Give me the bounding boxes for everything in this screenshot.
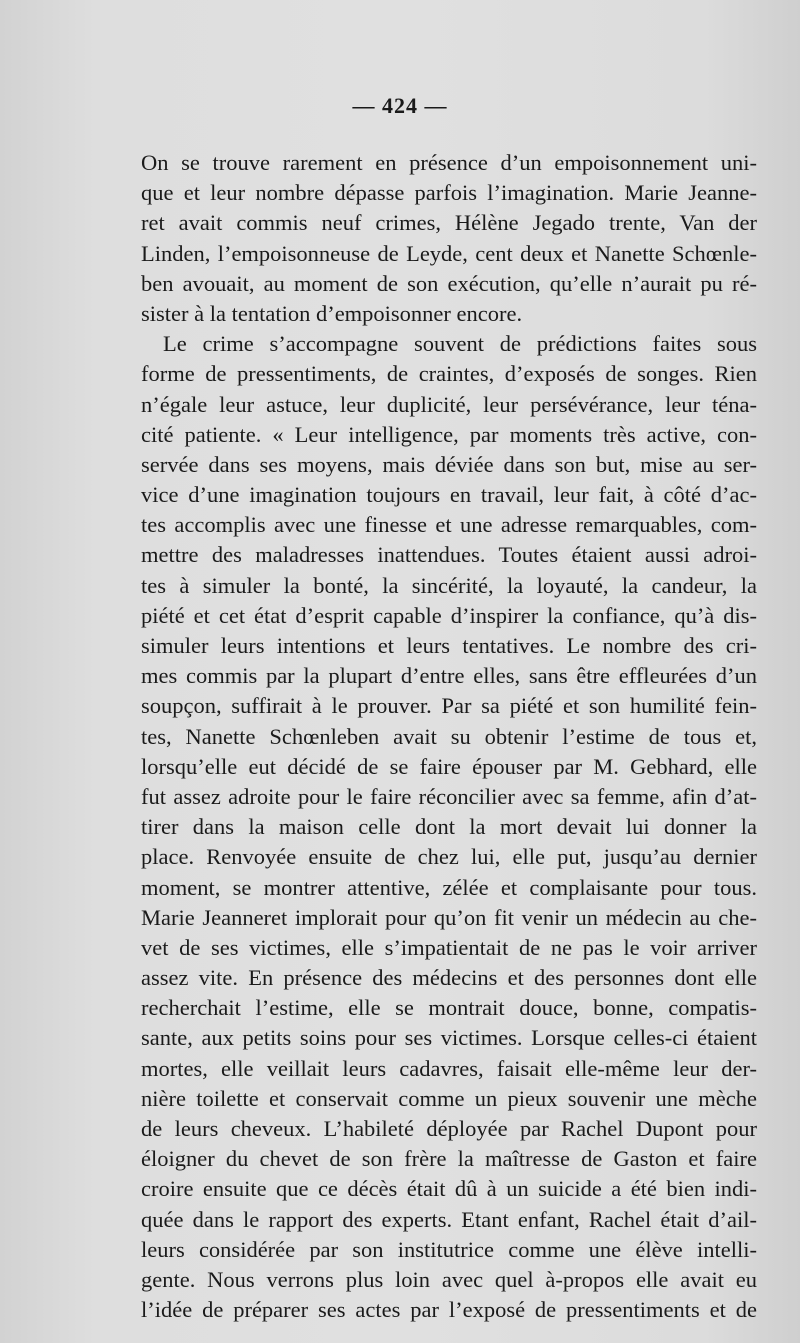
text-line: gente. Nous verrons plus loin avec quel à-propos elle avait eu bbox=[141, 1266, 757, 1292]
text-line: servée dans ses moyens, mais déviée dans son but, mise au ser- bbox=[141, 451, 757, 477]
text-line: mettre des maladresses inattendues. Toutes étaient aussi adroi- bbox=[141, 542, 757, 568]
text-line: assez vite. En présence des médecins et des personnes dont elle bbox=[141, 965, 757, 991]
text-line: On se trouve rarement en présence d’un empoisonnement uni- bbox=[141, 150, 757, 175]
text-line: croire ensuite que ce décès était dû à un suicide a été bien indi- bbox=[141, 1176, 757, 1202]
text-line: tes à simuler la bonté, la sincérité, la loyauté, la candeur, la bbox=[141, 572, 757, 598]
text-line: quée dans le rapport des experts. Etant enfant, Rachel était d’ail- bbox=[141, 1206, 757, 1232]
text-line: Marie Jeanneret implorait pour qu’on fit venir un médecin au che- bbox=[141, 904, 757, 930]
text-line: sister à la tentation d’empoisonner encore. bbox=[141, 300, 523, 326]
text-line: vet de ses victimes, elle s’impatientait de ne pas le voir arriver bbox=[141, 934, 757, 960]
text-line: cité patiente. « Leur intelligence, par moments très active, con- bbox=[141, 421, 757, 447]
text-line: tirer dans la maison celle dont la mort devait lui donner la bbox=[141, 814, 757, 840]
text-line: nière toilette et conservait comme un pieux souvenir une mèche bbox=[141, 1085, 757, 1111]
text-line: piété et cet état d’esprit capable d’inspirer la confiance, qu’à dis- bbox=[141, 602, 757, 628]
text-line: tes accomplis avec une finesse et une adresse remarquables, com- bbox=[141, 512, 757, 538]
text-line: de leurs cheveux. L’habileté déployée par Rachel Dupont pour bbox=[141, 1116, 757, 1141]
text-line: lorsqu’elle eut décidé de se faire épouser par M. Gebhard, elle bbox=[141, 753, 757, 779]
text-line: soupçon, suffirait à le prouver. Par sa piété et son humilité fein- bbox=[141, 693, 757, 719]
page-number: — 424 — bbox=[352, 93, 448, 118]
text-line: vice d’une imagination toujours en travail, leur fait, à côté d’ac- bbox=[141, 482, 757, 508]
text-line: mortes, elle veillait leurs cadavres, faisait elle-même leur der- bbox=[141, 1055, 757, 1081]
text-line: sante, aux petits soins pour ses victimes. Lorsque celles-ci étaient bbox=[141, 1025, 757, 1051]
text-line: tes, Nanette Schœnleben avait su obtenir l’estime de tous et, bbox=[141, 723, 757, 749]
body-text bbox=[141, 148, 757, 1325]
text-line: fut assez adroite pour le faire réconcilier avec sa femme, afin d’at- bbox=[141, 783, 757, 809]
text-line: n’égale leur astuce, leur duplicité, leur persévérance, leur téna- bbox=[141, 391, 757, 417]
text-line: mes commis par la plupart d’entre elles, sans être effleurées d’un bbox=[141, 663, 757, 689]
text-line: forme de pressentiments, de craintes, d’exposés de songes. Rien bbox=[141, 361, 757, 387]
text-line: leurs considérée par son institutrice comme une élève intelli- bbox=[141, 1236, 757, 1262]
text-line: place. Renvoyée ensuite de chez lui, elle put, jusqu’au dernier bbox=[141, 844, 757, 870]
text-line: Linden, l’empoisonneuse de Leyde, cent deux et Nanette Schœnle- bbox=[141, 240, 757, 266]
text-line: éloigner du chevet de son frère la maîtresse de Gaston et faire bbox=[141, 1146, 757, 1172]
text-line: ben avouait, au moment de son exécution, qu’elle n’aurait pu ré- bbox=[141, 270, 757, 296]
text-line: Le crime s’accompagne souvent de prédictions faites sous bbox=[163, 331, 757, 357]
text-line: l’idée de préparer ses actes par l’exposé de pressentiments et de bbox=[141, 1297, 757, 1323]
text-line: ret avait commis neuf crimes, Hélène Jegado trente, Van der bbox=[141, 210, 757, 236]
text-line: moment, se montrer attentive, zélée et complaisante pour tous. bbox=[141, 874, 757, 900]
text-line: simuler leurs intentions et leurs tentatives. Le nombre des cri- bbox=[141, 633, 757, 658]
text-line: que et leur nombre dépasse parfois l’imagination. Marie Jeanne- bbox=[141, 180, 757, 206]
text-line: recherchait l’estime, elle se montrait douce, bonne, compatis- bbox=[141, 995, 757, 1021]
